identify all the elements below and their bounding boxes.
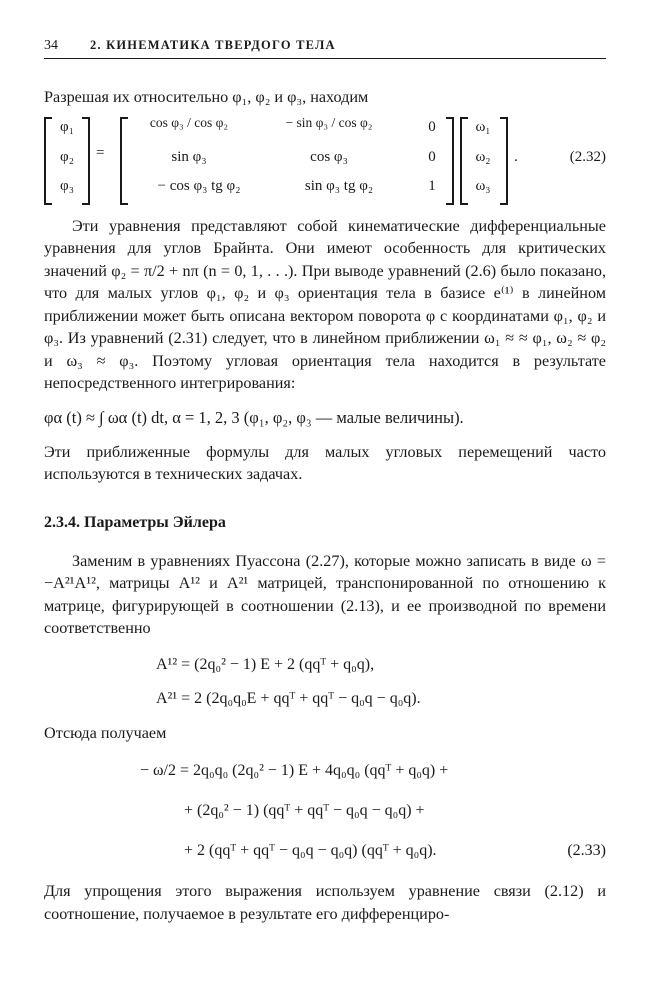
- equals-sign: =: [96, 144, 105, 161]
- running-title: 2. КИНЕМАТИКА ТВЕРДОГО ТЕЛА: [90, 38, 336, 52]
- lhs-bracket-left: [44, 117, 52, 205]
- rhs-cell: ω₃: [475, 177, 491, 194]
- lhs-cell: φ₁: [60, 118, 74, 135]
- running-header: [44, 38, 606, 56]
- matrix-cell-3-3: 1: [428, 177, 436, 194]
- paragraph-4: Для упрощения этого выражения используем уравнение связи (2.12) и соотношение, получаемое в результате его дифференциро-: [44, 882, 606, 923]
- period: .: [514, 148, 518, 165]
- integral-equation: φα (t) ≈ ∫ ωα (t) dt, α = 1, 2, 3 (φ₁, φ₂, φ₃ — малые величины).: [44, 407, 464, 427]
- matrix-cell-3-1: − cos φ₃ tg φ₂: [157, 177, 241, 194]
- equation-A12: A¹² = (2q₀² − 1) E + 2 (qqᵀ + q₀q),: [156, 655, 375, 673]
- paragraph-1: Эти уравнения представляют собой кинематические дифференциальные уравнения для углов Брайнта. Они имеют особенность для критических значений φ₂ = π/2 + nπ (n = 0, 1, . . .). При выводе уравнений (2.6) было показано, что для малых углов φ₁, φ₂ и φ₃ ориентация тела в базисе e⁽¹⁾ в линейном приближении может быть описана вектором поворота φ с координатами φ₁, φ₂ и φ₃. Из уравнений (2.31) следует, что в линейном приближении ω₁ ≈ ≈ φ₁, ω₂ ≈ φ₂ и ω₃ ≈ φ₃. Поэтому угловая ориентация тела находится в результате непосредственного интегрирования:: [44, 216, 606, 392]
- equation-2-33-line-3: [44, 834, 606, 868]
- lhs-cell: φ₂: [60, 148, 74, 165]
- equation-A21: A²¹ = 2 (2q₀q₀E + qqᵀ + qqᵀ − q₀q − q₀q).: [156, 689, 421, 707]
- matrix-equation-2-32: [44, 115, 606, 207]
- lhs-cell: φ₃: [60, 177, 74, 194]
- matrix-cell-2-2: cos φ₃: [310, 148, 348, 165]
- matrix-cell-3-2: sin φ₃ tg φ₂: [304, 177, 374, 194]
- otsyuda-text: Отсюда получаем: [44, 723, 167, 742]
- matrix-cell-1-2: − sin φ₃ / cos φ₂: [285, 114, 373, 130]
- page: [44, 38, 606, 925]
- equation-2-33-line-3-text: + 2 (qqᵀ + qqᵀ − q₀q − q₀q) (qqᵀ + q₀q).: [184, 842, 437, 859]
- paragraph-3: Заменим в уравнениях Пуассона (2.27), которые можно записать в виде ω = −A²¹A¹², матрицы A¹² и A²¹ матрицей, транспонированной по отношению к матрице, фигурирующей в соотношении (2.13), и ее производной по времени соответственно: [44, 551, 606, 637]
- matrix-cell-1-1: cos φ₃ / cos φ₂: [149, 114, 229, 130]
- rhs-bracket-left: [460, 117, 468, 205]
- equation-2-33: [44, 754, 606, 868]
- matrix-bracket-left: [120, 117, 128, 205]
- intro-line: Разрешая их относительно φ₁, φ₂ и φ₃, находим: [44, 88, 369, 106]
- equation-2-33-line-2: + (2q₀² − 1) (qqᵀ + qqᵀ − q₀q − q₀q) +: [184, 802, 425, 819]
- equation-2-33-line-1: − ω/2 = 2q₀q₀ (2q₀² − 1) E + 4q₀q₀ (qqᵀ + q₀q) +: [140, 762, 449, 779]
- matrix-cell-1-3: 0: [428, 118, 436, 135]
- matrix-cell-2-1: sin φ₃: [171, 148, 207, 165]
- rhs-bracket-right: [500, 117, 508, 205]
- paragraph-2: Эти приближенные формулы для малых угловых перемещений часто используются в технических задачах.: [44, 442, 606, 483]
- equation-number: (2.33): [567, 842, 606, 859]
- equation-number: (2.32): [569, 148, 606, 165]
- lhs-bracket-right: [82, 117, 90, 205]
- rhs-cell: ω₁: [475, 118, 491, 135]
- header-rule: [44, 58, 606, 59]
- rhs-cell: ω₂: [475, 148, 491, 165]
- matrix-bracket-right: [446, 117, 454, 205]
- page-number: 34: [44, 38, 58, 53]
- section-heading: 2.3.4. Параметры Эйлера: [44, 513, 226, 531]
- matrix-cell-2-3: 0: [428, 148, 436, 165]
